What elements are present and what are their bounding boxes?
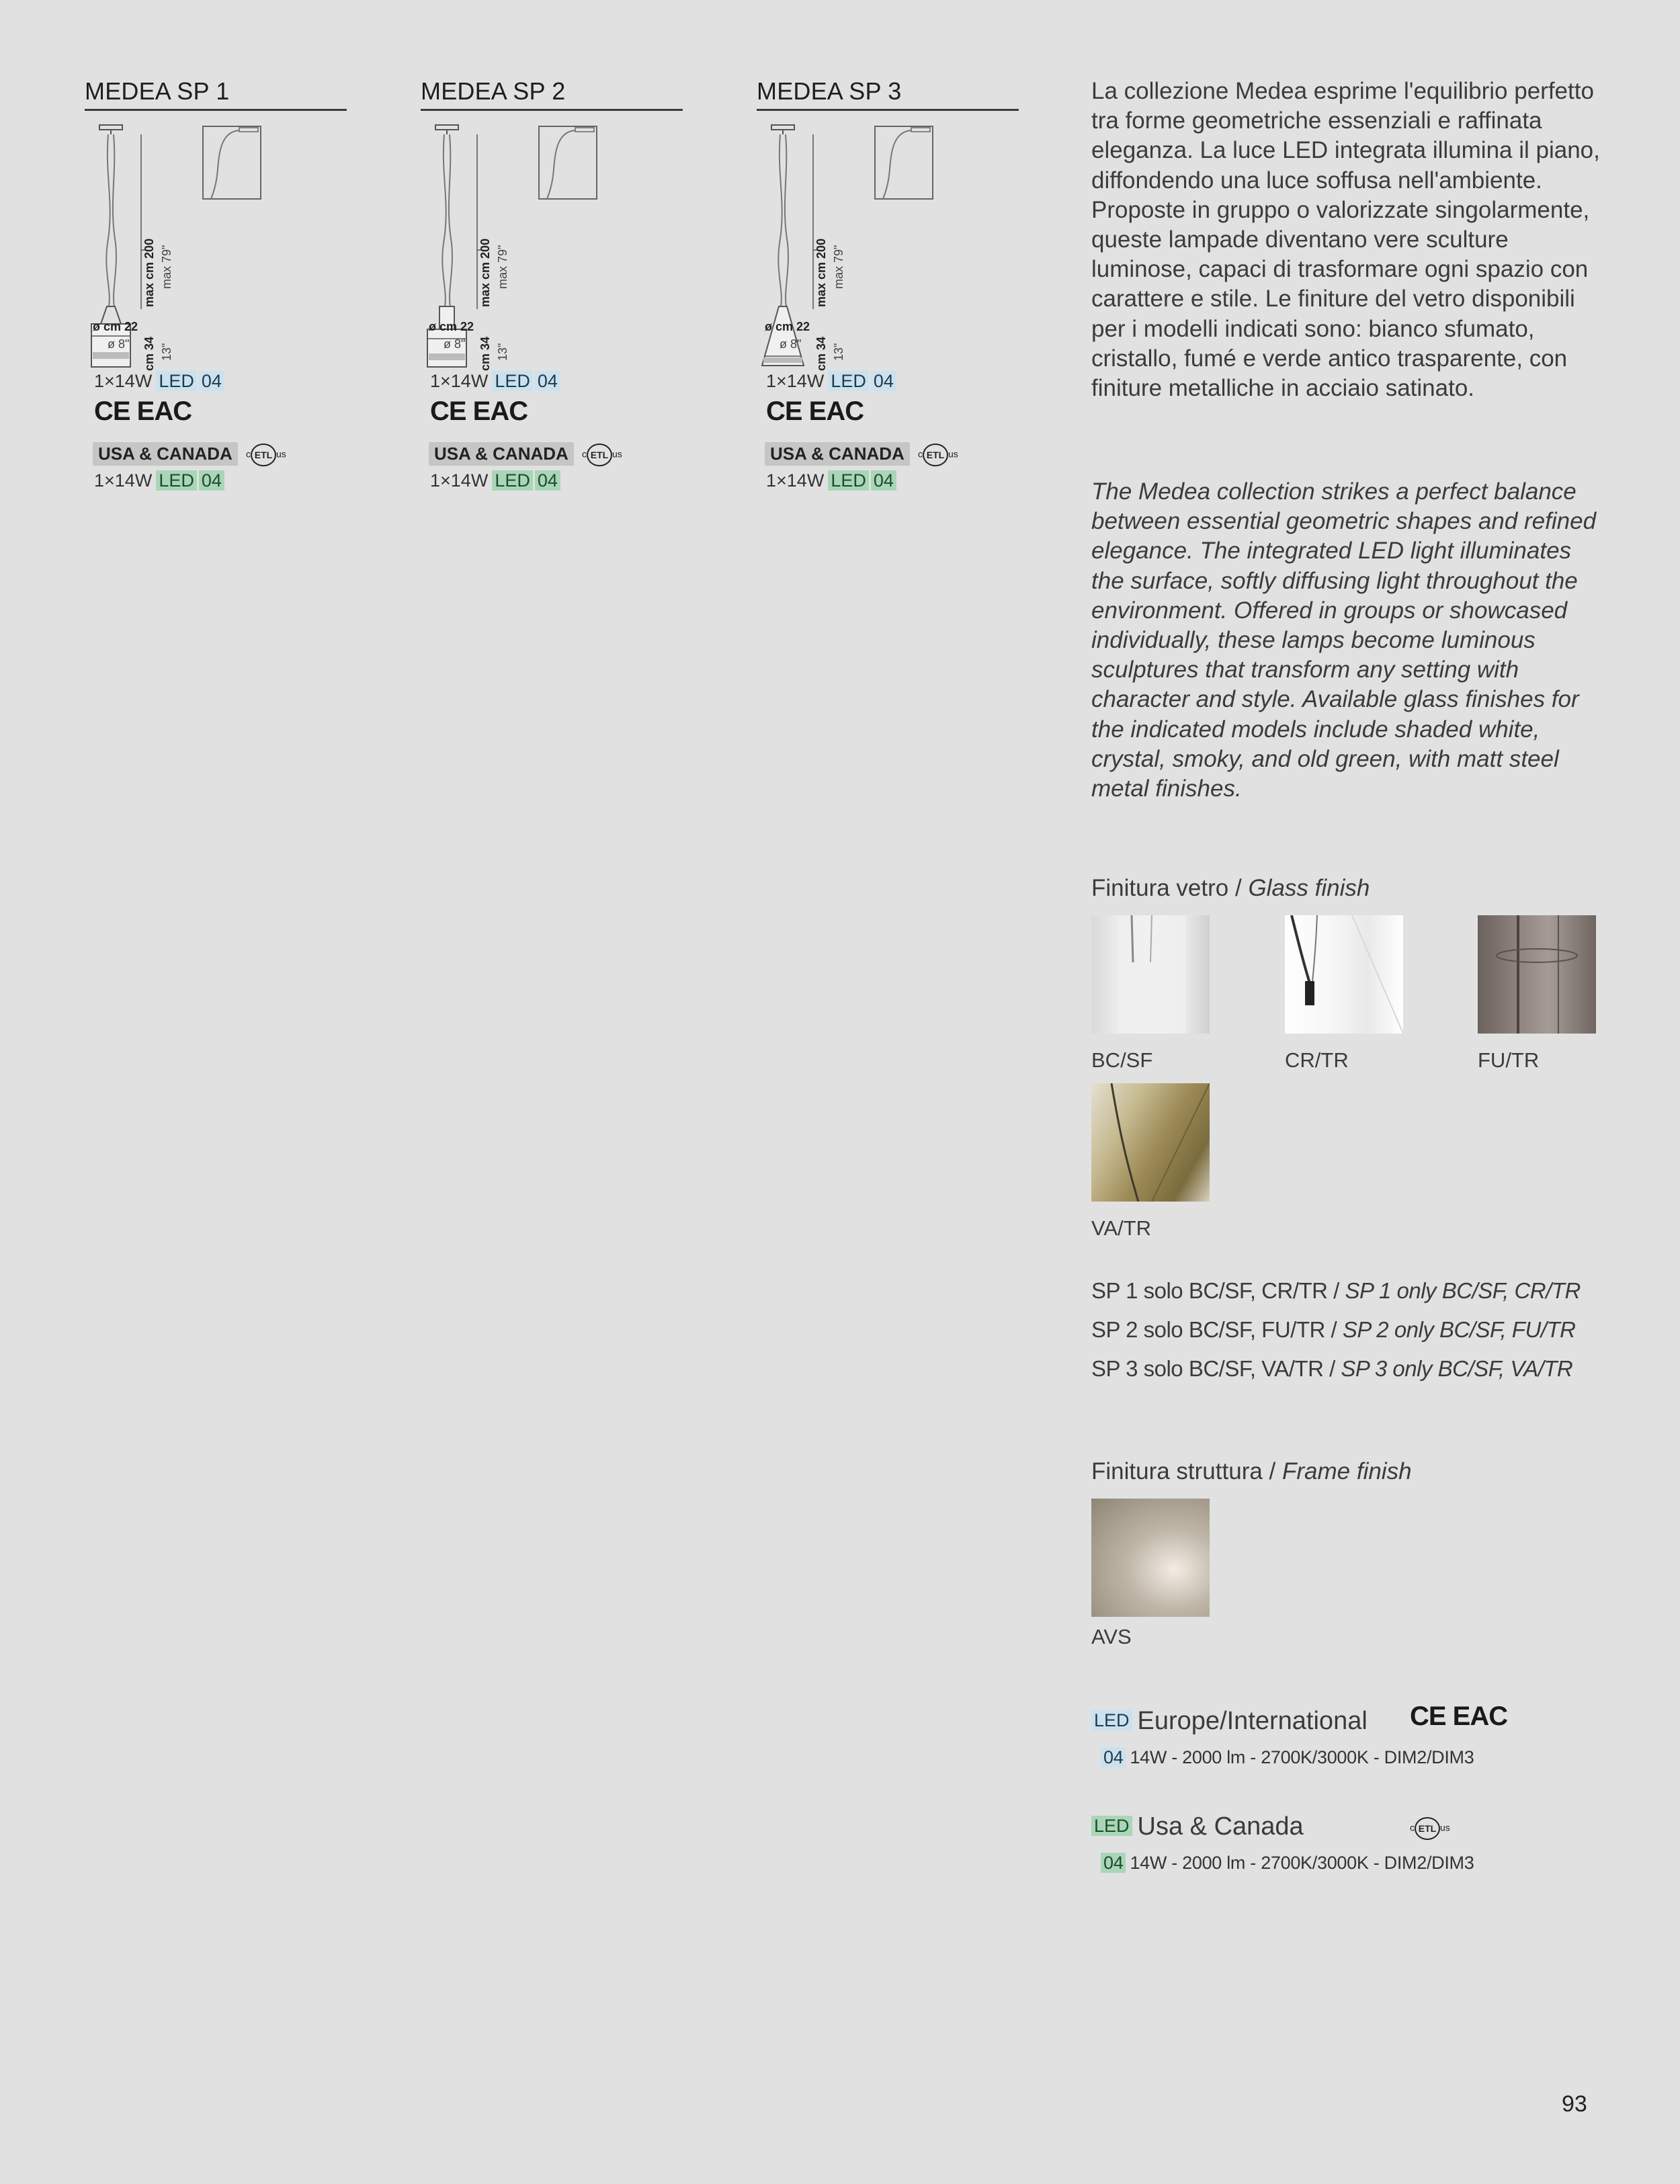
etl-mark-icon: c ETL us: [582, 444, 622, 466]
led-code-badge: 04: [199, 470, 224, 491]
wattage-spec: [430, 371, 560, 392]
body-dimension-inch: 13": [832, 343, 845, 361]
wattage-spec-us: [766, 470, 896, 491]
product-drawing: [757, 122, 1019, 405]
height-dimension: max cm 200: [814, 238, 828, 307]
led-badge: LED: [492, 371, 533, 391]
led-eu-heading: LED Europe/International: [1091, 1707, 1368, 1736]
etl-mark-icon: c ETL us: [918, 444, 958, 466]
swatch-label: BC/SF: [1091, 1048, 1153, 1072]
body-dimension: cm 34: [814, 336, 828, 371]
led-eu-spec: 04 14W - 2000 lm - 2700K/3000K - DIM2/DIM3: [1101, 1747, 1474, 1768]
height-dimension-inch: max 79": [496, 245, 509, 289]
description-english: The Medea collection strikes a perfect balance between essential geometric shapes and refined elegance. The integrated LED light illuminates the surface, softly diffusing light throughout the environment. Offered in groups or showcased individually, these lamps become luminous sculptures that transform any setting with character and style. Available glass finishes for the indicated models include shaded white, crystal, smoky, and old green, with matt steel metal finishes.: [1091, 478, 1597, 802]
swatch-label: FU/TR: [1478, 1048, 1540, 1072]
swatch-fu-tr: [1478, 915, 1596, 1034]
swatch-label: AVS: [1091, 1625, 1132, 1648]
page-number: 93: [1562, 2091, 1587, 2117]
wattage: 1×14W: [766, 371, 825, 391]
led-badge: LED: [1091, 1710, 1132, 1730]
swatch-bc-sf: [1091, 915, 1210, 1034]
wattage-spec-us: [94, 470, 224, 491]
region-label: USA & CANADA: [765, 442, 910, 466]
height-dimension: max cm 200: [478, 238, 492, 307]
glass-finish-heading: Finitura vetro / Glass finish: [1091, 875, 1370, 901]
wattage-spec: [94, 371, 224, 392]
product-column-sp1: [85, 75, 347, 491]
wattage-spec: [766, 371, 896, 392]
wattage: 1×14W: [430, 470, 489, 491]
led-us-spec: 04 14W - 2000 lm - 2700K/3000K - DIM2/DIM3: [1101, 1853, 1474, 1874]
led-badge: LED: [1091, 1816, 1132, 1836]
diameter-inch: ø 8": [780, 337, 802, 351]
swatch-label: CR/TR: [1285, 1048, 1349, 1072]
swatch-label: VA/TR: [1091, 1216, 1151, 1240]
ce-eac-mark: CE EAC: [94, 396, 192, 426]
availability-sp3: SP 3 solo BC/SF, VA/TR / SP 3 only BC/SF, VA/TR: [1091, 1356, 1573, 1381]
wattage: 1×14W: [94, 470, 153, 491]
wattage: 1×14W: [430, 371, 489, 391]
wattage: 1×14W: [766, 470, 825, 491]
product-column-sp2: [421, 75, 683, 491]
diameter-inch: ø 8": [108, 337, 130, 351]
led-code-badge: 04: [1101, 1747, 1126, 1767]
led-code-badge: 04: [1101, 1853, 1126, 1873]
swatch-va-tr: [1091, 1083, 1210, 1202]
product-drawing: [85, 122, 347, 405]
availability-sp2: SP 2 solo BC/SF, FU/TR / SP 2 only BC/SF, FU/TR: [1091, 1317, 1576, 1342]
ce-eac-mark: CE EAC: [766, 396, 864, 426]
led-code-badge: 04: [535, 470, 560, 491]
swatch-cr-tr: [1285, 915, 1403, 1034]
led-badge: LED: [156, 470, 197, 491]
product-title: MEDEA SP 1: [85, 75, 347, 111]
led-code-badge: 04: [535, 371, 560, 391]
region-label: USA & CANADA: [429, 442, 574, 466]
region-label: USA & CANADA: [93, 442, 238, 466]
height-dimension: max cm 200: [142, 238, 156, 307]
diameter: ø cm 22: [93, 320, 138, 333]
wattage-spec-us: [430, 470, 560, 491]
height-dimension-inch: max 79": [832, 245, 845, 289]
led-badge: LED: [492, 470, 533, 491]
ce-eac-mark: CE EAC: [1410, 1702, 1508, 1731]
wattage: 1×14W: [94, 371, 153, 391]
product-column-sp3: [757, 75, 1019, 491]
diameter: ø cm 22: [429, 320, 474, 333]
led-badge: LED: [828, 371, 869, 391]
height-dimension-inch: max 79": [160, 245, 173, 289]
ce-eac-mark: CE EAC: [430, 396, 528, 426]
body-dimension-inch: 13": [496, 343, 509, 361]
led-us-heading: LED Usa & Canada: [1091, 1812, 1304, 1841]
body-dimension: cm 34: [142, 336, 156, 371]
body-dimension: cm 34: [478, 336, 492, 371]
product-title: MEDEA SP 2: [421, 75, 683, 111]
frame-finish-heading: Finitura struttura / Frame finish: [1091, 1458, 1412, 1484]
led-badge: LED: [156, 371, 197, 391]
product-title: MEDEA SP 3: [757, 75, 1019, 111]
body-dimension-inch: 13": [160, 343, 173, 361]
led-code-badge: 04: [199, 371, 224, 391]
etl-mark-icon: c ETL us: [246, 444, 286, 466]
etl-mark-icon: c ETL us: [1410, 1817, 1450, 1840]
product-drawing: [421, 122, 683, 405]
swatch-avs: [1091, 1499, 1210, 1617]
diameter: ø cm 22: [765, 320, 810, 333]
led-badge: LED: [828, 470, 869, 491]
diameter-inch: ø 8": [444, 337, 466, 351]
availability-sp1: SP 1 solo BC/SF, CR/TR / SP 1 only BC/SF, CR/TR: [1091, 1278, 1581, 1303]
led-code-badge: 04: [871, 371, 896, 391]
description-italian: La collezione Medea esprime l'equilibrio perfetto tra forme geometriche essenziali e raffinata eleganza. La luce LED integrata illumina il piano, diffondendo una luce soffusa nell'ambiente. Proposte in gruppo o valorizzate singolarmente, queste lampade diventano vere sculture luminose, capaci di trasformare ogni spazio con carattere e stile. Le finiture del vetro disponibili per i modelli indicati sono: bianco sfumato, cristallo, fumé e verde antico trasparente, con finiture metalliche in acciaio satinato.: [1091, 78, 1600, 402]
led-code-badge: 04: [871, 470, 896, 491]
